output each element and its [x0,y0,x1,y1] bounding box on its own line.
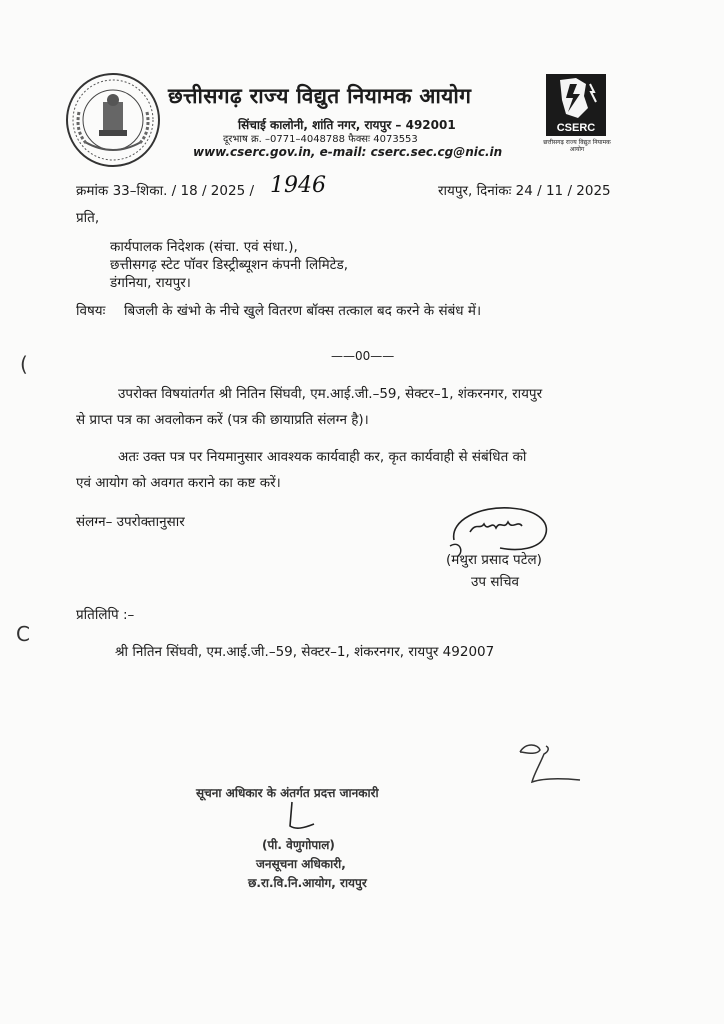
enclosure-line: संलग्न– उपरोक्तानुसार [76,514,185,530]
signatory-title: उप सचिव [471,574,520,590]
recipient-line: डंगनिया, रायपुर। [110,275,191,291]
recipient-line: छत्तीसगढ़ स्टेट पॉवर डिस्ट्रीब्यूशन कंपनी लिमिटेड, [110,257,348,273]
commission-title: छत्तीसगढ़ राज्य विद्युत नियामक आयोग [168,84,472,108]
recipient-line: कार्यपालक निदेशक (संचा. एवं संधा.), [110,239,298,255]
body-paragraph-line: उपरोक्त विषयांतर्गत श्री नितिन सिंघवी, एम.आई.जी.–59, सेक्टर–1, शंकरनगर, रायपुर [118,386,543,402]
signatory-name: (मथुरा प्रसाद पटेल) [446,552,542,568]
separator: ——00—— [331,349,395,363]
handwritten-initial [510,738,590,800]
reference-handwritten-number: 1946 [270,173,326,198]
place-date: रायपुर, दिनांकः 24 / 11 / 2025 [438,183,611,199]
margin-mark: ( [20,352,28,376]
margin-mark: C [16,622,30,646]
state-emblem-seal [65,72,161,168]
to-label: प्रति, [76,210,100,226]
body-paragraph-line: अतः उक्त पत्र पर नियमानुसार आवश्यक कार्यवाही कर, कृत कार्यवाही से संबंधित को [118,449,527,465]
body-paragraph-line: से प्राप्त पत्र का अवलोकन करें (पत्र की छायाप्रति संलग्न है)। [76,412,369,428]
stamp-signature [278,800,318,836]
copy-to-line: श्री नितिन सिंघवी, एम.आई.जी.–59, सेक्टर–1, शंकरनगर, रायपुर 492007 [115,644,495,660]
subject-label: विषयः [76,303,106,319]
rti-officer-title: जनसूचना अधिकारी, [256,857,346,871]
rti-stamp-line: सूचना अधिकार के अंतर्गत प्रदत्त जानकारी [196,786,379,800]
cserc-logo [546,74,606,136]
subject-text: बिजली के खंभो के नीचे खुले वितरण बॉक्स तत्काल बद करने के संबंध में। [124,303,482,319]
cserc-logo-subtext: छत्तीसगढ़ राज्य विद्युत नियामक आयोग [543,139,611,153]
rti-officer-name: (पी. वेणुगोपाल) [262,838,335,852]
copy-label: प्रतिलिपि :– [76,607,135,623]
commission-address: सिंचाई कालोनी, शांति नगर, रायपुर – 492001 [238,118,456,132]
rti-officer-org: छ.रा.वि.नि.आयोग, रायपुर [248,876,367,890]
body-paragraph-line: एवं आयोग को अवगत कराने का कष्ट करें। [76,475,281,491]
commission-phone: दूरभाष क्र. –0771–4048788 फैक्सः 4073553 [223,134,418,145]
reference-number: क्रमांक 33–शिका. / 18 / 2025 / [76,183,254,199]
commission-web-email: www.cserc.gov.in, e-mail: cserc.sec.cg@nic.in [193,145,503,159]
cserc-logo-text: CSERC [556,122,596,134]
